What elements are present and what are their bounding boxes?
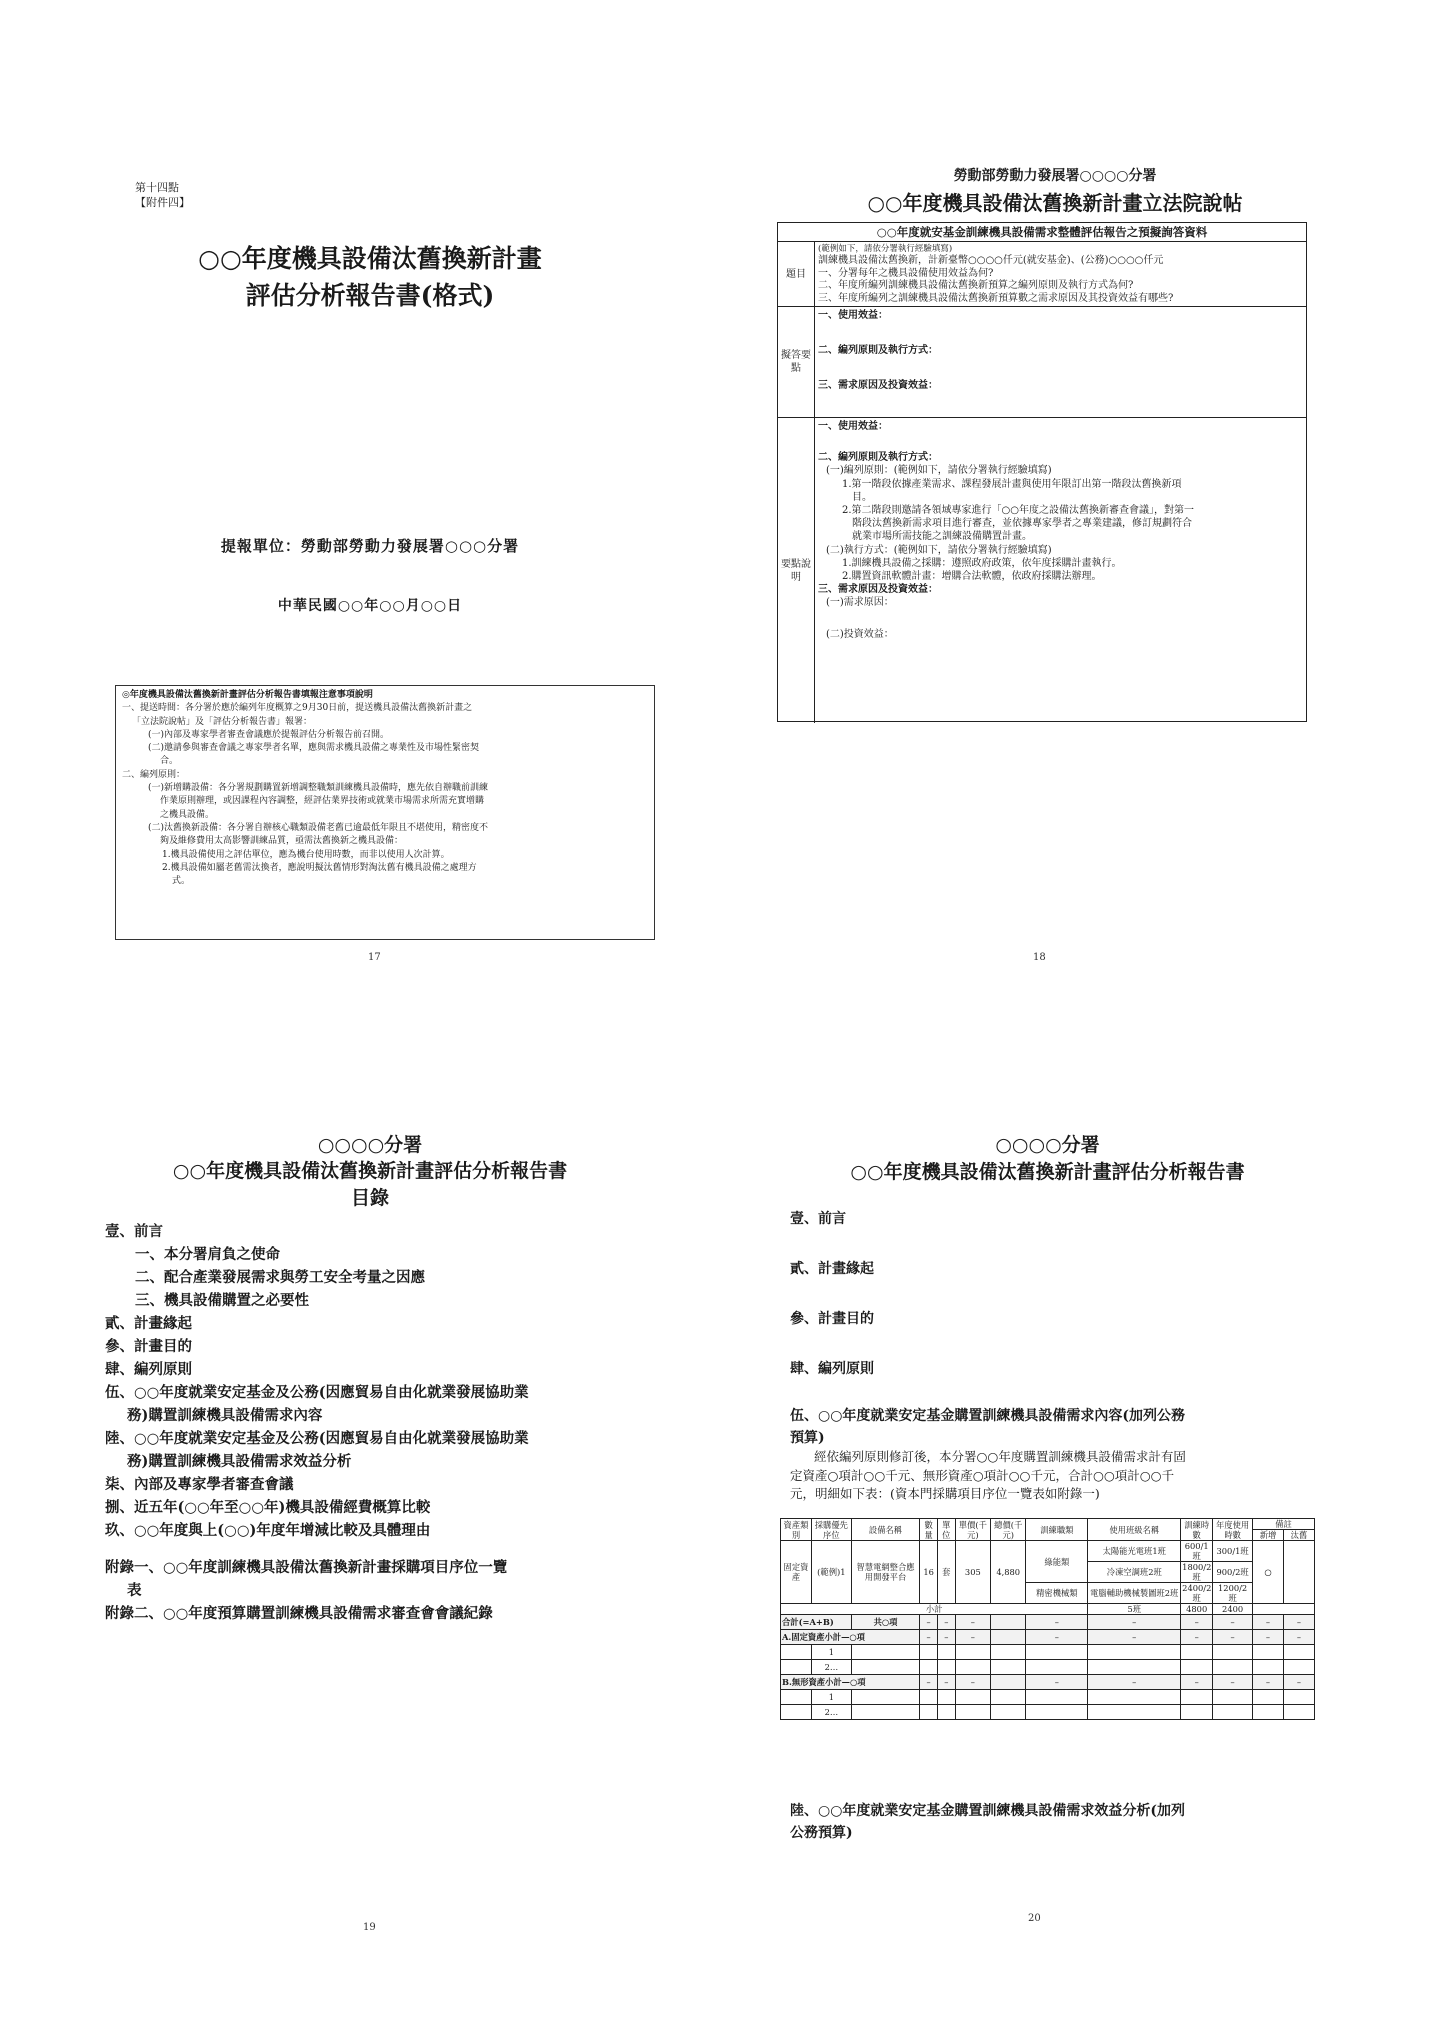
cell xyxy=(937,1645,955,1660)
cell xyxy=(1026,1645,1088,1660)
cell: 冷凍空調班2班 xyxy=(1088,1562,1181,1583)
cell: – xyxy=(955,1675,990,1690)
question-line: 三、年度所編列之訓練機具設備汰舊換新預算數之需求原因及其投資效益有哪些? xyxy=(818,292,1174,304)
cell: 1200/2班 xyxy=(1213,1583,1253,1604)
answer-line: 一、使用效益： xyxy=(818,310,888,321)
page-19 xyxy=(105,1090,665,1970)
header-cell: 備註 xyxy=(1253,1519,1315,1530)
paragraph-line: 元，明細如下表：(資本門採購項目序位一覽表如附錄一) xyxy=(790,1486,1100,1501)
cell xyxy=(991,1615,1026,1630)
cell: 2… xyxy=(811,1660,851,1675)
cell: 1 xyxy=(811,1690,851,1705)
cell: 4800 xyxy=(1181,1604,1213,1615)
cell: – xyxy=(1253,1630,1284,1645)
cell: – xyxy=(1181,1630,1213,1645)
question-label: 題目 xyxy=(778,242,815,306)
cell xyxy=(991,1675,1026,1690)
cell: – xyxy=(1181,1675,1213,1690)
explain-line: 三、需求原因及投資效益： xyxy=(818,584,938,596)
section-heading-line: 預算) xyxy=(790,1430,825,1446)
tag-annex: 【附件四】 xyxy=(135,196,190,209)
explain-line: 一、使用效益： xyxy=(818,421,888,432)
explain-line: (二)執行方式：(範例如下，請依分署執行經驗填寫) xyxy=(826,544,1052,556)
header-cell: 訓練職類 xyxy=(1026,1519,1088,1541)
cell xyxy=(955,1690,990,1705)
question-body xyxy=(818,243,1302,305)
section-heading: 參、計畫目的 xyxy=(790,1311,874,1327)
header-cell: 新增 xyxy=(1253,1530,1284,1541)
section-heading-line: 伍、○○年度就業安定基金購置訓練機具設備需求內容(加列公務 xyxy=(790,1408,1186,1424)
report-title-line2: 評估分析報告書(格式) xyxy=(245,281,495,310)
header-cell: 汰舊 xyxy=(1283,1530,1314,1541)
paragraph-line: 經依編列原則修訂後，本分署○○年度購置訓練機具設備需求計有固 xyxy=(814,1449,1186,1464)
section-heading xyxy=(790,1800,1185,1844)
toc-subitem: 二、配合產業發展需求與勞工安全考量之因應 xyxy=(135,1269,425,1286)
total-row xyxy=(781,1615,1315,1630)
answer-body xyxy=(818,309,1302,393)
cell: 1800/2班 xyxy=(1182,1562,1212,1582)
toc-item-cont: 務)購置訓練機具設備需求效益分析 xyxy=(127,1453,352,1470)
section-paragraph xyxy=(790,1448,1310,1504)
toc-subitem: 三、機具設備購置之必要性 xyxy=(135,1292,309,1309)
header-cell: 年度使用時數 xyxy=(1213,1519,1253,1541)
cell xyxy=(1213,1660,1253,1675)
header-cell: 訓練時數 xyxy=(1181,1519,1213,1541)
page-17 xyxy=(110,170,670,970)
note-line: 式。 xyxy=(172,876,191,887)
cell xyxy=(937,1705,955,1720)
note-line: 1.機具設備使用之評估單位，應為機台使用時數，而非以使用人次計算。 xyxy=(162,849,450,860)
cell xyxy=(1283,1660,1314,1675)
toc-item: 貳、計畫緣起 xyxy=(105,1315,192,1332)
cell: – xyxy=(1283,1630,1314,1645)
note-line: (一)新增購設備：各分署規劃購置新增調整職類訓練機具設備時，應先依自辦職前訓練 xyxy=(148,783,489,794)
cell: 合計(=A+B) xyxy=(781,1615,852,1630)
note-line: (二)邀請參與審查會議之專家學者名單，應與需求機具設備之專業性及市場性緊密契 xyxy=(148,743,480,754)
page-number: 18 xyxy=(1033,952,1046,963)
cell: 2400 xyxy=(1213,1604,1253,1615)
note-line: 合。 xyxy=(160,756,179,767)
cell xyxy=(991,1705,1026,1720)
cell: 套 xyxy=(937,1541,955,1604)
cell: – xyxy=(1088,1615,1181,1630)
section-heading: 壹、前言 xyxy=(790,1211,846,1227)
cell xyxy=(1088,1705,1181,1720)
cell xyxy=(920,1690,938,1705)
explain-line: (一)需求原因： xyxy=(826,597,894,609)
header-cell: 設備名稱 xyxy=(851,1519,920,1541)
cell: – xyxy=(920,1675,938,1690)
page-18 xyxy=(770,165,1340,965)
cell: – xyxy=(1213,1615,1253,1630)
section-heading-line: 陸、○○年度就業安定基金購置訓練機具設備需求效益分析(加列 xyxy=(790,1803,1186,1819)
cell: – xyxy=(1213,1630,1253,1645)
cell xyxy=(1088,1660,1181,1675)
explanation-row xyxy=(778,418,1306,723)
cell xyxy=(991,1660,1026,1675)
toc-subtitle: 目錄 xyxy=(350,1187,389,1209)
cell xyxy=(1213,1645,1253,1660)
cell: A.固定資產小計—○項 xyxy=(781,1630,920,1645)
branch-name: ○○○○分署 xyxy=(317,1134,423,1156)
page-number: 20 xyxy=(1028,1913,1041,1924)
cell xyxy=(1253,1660,1284,1675)
cell: – xyxy=(937,1675,955,1690)
toc-item: 捌、近五年(○○年至○○年)機具設備經費概算比較 xyxy=(105,1499,431,1516)
explain-line: 2.第二階段則邀請各領域專家進行「○○年度之設備汰舊換新審查會議」，對第一 xyxy=(842,505,1194,517)
cell: – xyxy=(1181,1615,1213,1630)
header-cell: 採購優先序位 xyxy=(811,1519,851,1541)
cell xyxy=(1283,1690,1314,1705)
cell xyxy=(781,1705,812,1720)
submitting-unit: 提報單位：勞動部勞動力發展署○○○分署 xyxy=(220,537,520,555)
equipment-table xyxy=(780,1518,1315,1720)
cell xyxy=(1088,1645,1181,1660)
cell: – xyxy=(955,1630,990,1645)
note-line: 2.機具設備如屬老舊需汰換者，應說明擬汰舊情形對淘汰舊有機具設備之處理方 xyxy=(162,862,477,873)
explanation-body xyxy=(818,420,1302,641)
toc-item: 壹、前言 xyxy=(105,1223,163,1240)
cell xyxy=(1181,1690,1213,1705)
cell xyxy=(920,1705,938,1720)
cell xyxy=(955,1660,990,1675)
cell: – xyxy=(1026,1675,1088,1690)
note-line: (一)內部及專家學者審查會議應於提報評估分析報告前召開。 xyxy=(148,729,390,740)
submission-date: 中華民國○○年○○月○○日 xyxy=(277,598,463,614)
section-heading: 肆、編列原則 xyxy=(790,1361,874,1377)
cell: 2… xyxy=(811,1705,851,1720)
cell: 精密機械類 xyxy=(1026,1583,1088,1604)
toc-appendix-cont: 表 xyxy=(127,1582,142,1599)
cell xyxy=(1253,1705,1284,1720)
report-title: ○○年度機具設備汰舊換新計畫評估分析報告書 xyxy=(172,1160,568,1182)
section-heading xyxy=(790,1405,1185,1449)
cell: – xyxy=(920,1615,938,1630)
cell xyxy=(1253,1690,1284,1705)
note-line: 二、編列原則： xyxy=(122,769,186,780)
page-number: 19 xyxy=(363,1922,376,1933)
cell xyxy=(991,1645,1026,1660)
cell: – xyxy=(1283,1675,1314,1690)
cell xyxy=(920,1660,938,1675)
cell xyxy=(781,1660,812,1675)
cell: – xyxy=(1026,1615,1088,1630)
cell xyxy=(851,1660,920,1675)
cell: 305 xyxy=(955,1541,990,1604)
cell xyxy=(955,1645,990,1660)
toc-item-cont: 務)購置訓練機具設備需求內容 xyxy=(127,1407,323,1424)
cell xyxy=(955,1705,990,1720)
toc-item: 陸、○○年度就業安定基金及公務(因應貿易自由化就業發展協助業 xyxy=(105,1430,529,1447)
cell xyxy=(1213,1690,1253,1705)
header-cell: 總價(千元) xyxy=(991,1519,1026,1541)
cell: 16 xyxy=(920,1541,938,1604)
explain-line: 1.訓練機具設備之採購：遵照政府政策，依年度採購計畫執行。 xyxy=(842,557,1122,569)
cell xyxy=(1213,1705,1253,1720)
cell: – xyxy=(955,1615,990,1630)
cell xyxy=(1253,1645,1284,1660)
report-title xyxy=(110,240,630,314)
cell: 600/1班 xyxy=(1181,1541,1213,1562)
note-line: 之機具設備。 xyxy=(160,809,215,820)
table-row xyxy=(781,1541,1315,1562)
section-heading-line: 公務預算) xyxy=(790,1825,853,1841)
cell xyxy=(781,1645,812,1660)
cell: 電腦輔助機械製圖班2班 xyxy=(1088,1583,1181,1604)
toc-item: 參、計畫目的 xyxy=(105,1338,192,1355)
explain-line: 2.購置資訊軟體計畫：增購合法軟體，依政府採購法辦理。 xyxy=(842,571,1102,583)
cell: – xyxy=(1253,1675,1284,1690)
subtotal-row xyxy=(781,1604,1315,1615)
cell xyxy=(1181,1645,1213,1660)
table-row xyxy=(781,1690,1315,1705)
fixed-asset-subtotal-row xyxy=(781,1630,1315,1645)
cell: 300/1班 xyxy=(1213,1541,1253,1562)
cell: – xyxy=(1253,1615,1284,1630)
toc-appendix: 附錄二、○○年度預算購置訓練機具設備需求審查會會議紀錄 xyxy=(105,1605,493,1622)
explanation-label: 要點說明 xyxy=(778,418,815,723)
cell xyxy=(920,1645,938,1660)
answer-label: 擬答要點 xyxy=(778,307,815,417)
filing-notes-box xyxy=(115,685,655,940)
agency-name: 勞動部勞動力發展署○○○○分署 xyxy=(953,168,1157,184)
explain-line: 就業市場所需技能之訓練設備購置計畫。 xyxy=(852,531,1032,543)
cell xyxy=(1026,1705,1088,1720)
tag-point: 第十四點 xyxy=(135,181,179,194)
question-note: (範例如下，請依分署執行經驗填寫) xyxy=(818,244,953,254)
header-cell: 使用班級名稱 xyxy=(1088,1519,1181,1541)
cell: 5班 xyxy=(1088,1604,1181,1615)
cell xyxy=(851,1645,920,1660)
toc-title xyxy=(105,1158,635,1212)
cell xyxy=(1088,1690,1181,1705)
cell xyxy=(1253,1604,1315,1615)
toc-item: 柒、內部及專家學者審查會議 xyxy=(105,1476,294,1493)
toc-item: 伍、○○年度就業安定基金及公務(因應貿易自由化就業發展協助業 xyxy=(105,1384,529,1401)
cell: – xyxy=(1213,1675,1253,1690)
cell: ○ xyxy=(1253,1541,1284,1604)
explain-line: 二、編列原則及執行方式： xyxy=(818,452,938,464)
answer-row xyxy=(778,307,1306,418)
intangible-asset-subtotal-row xyxy=(781,1675,1315,1690)
cell: – xyxy=(1088,1675,1181,1690)
qa-form xyxy=(777,222,1307,722)
note-line: (二)汰舊換新設備：各分署自辦核心職類設備老舊已逾最低年限且不堪使用，精密度不 xyxy=(148,822,489,833)
cell xyxy=(991,1630,1026,1645)
cell: – xyxy=(937,1615,955,1630)
table-row xyxy=(781,1660,1315,1675)
page-number: 17 xyxy=(368,952,381,963)
note-line: 一、提送時間：各分署於應於編列年度概算之9月30日前，提送機具設備汰舊換新計畫之 xyxy=(122,703,473,714)
cell xyxy=(1026,1660,1088,1675)
cell: 太陽能光電班1班 xyxy=(1088,1541,1181,1562)
cell: – xyxy=(920,1630,938,1645)
cell xyxy=(991,1690,1026,1705)
page-20 xyxy=(780,1125,1330,1975)
explain-line: (二)投資效益： xyxy=(826,628,894,640)
answer-line: 三、需求原因及投資效益： xyxy=(818,380,938,392)
explain-line: 目。 xyxy=(852,491,872,503)
toc-item: 玖、○○年度與上(○○)年度年增減比較及具體理由 xyxy=(105,1522,431,1539)
cell xyxy=(851,1705,920,1720)
cell: 4,880 xyxy=(991,1541,1026,1604)
toc-item: 肆、編列原則 xyxy=(105,1361,192,1378)
question-line: 二、年度所編列訓練機具設備汰舊換新預算之編列原則及執行方式為何? xyxy=(818,280,1134,292)
notes-heading: ◎年度機具設備汰舊換新計畫評估分析報告書填報注意事項說明 xyxy=(122,690,373,700)
paragraph-line: 定資產○項計○○千元、無形資產○項計○○千元，合計○○項計○○千 xyxy=(790,1467,1175,1483)
cell xyxy=(1283,1541,1314,1604)
table-row xyxy=(781,1705,1315,1720)
header-cell: 資產類別 xyxy=(781,1519,812,1541)
cell: – xyxy=(1088,1630,1181,1645)
cell xyxy=(851,1690,920,1705)
cell: 共○項 xyxy=(851,1615,920,1630)
cell xyxy=(937,1690,955,1705)
cell: – xyxy=(1283,1615,1314,1630)
cell xyxy=(1181,1660,1213,1675)
explain-line: 階段汰舊換新需求項目進行審查，並依據專家學者之專業建議，修訂規劃符合 xyxy=(852,518,1192,530)
cell: B.無形資產小計—○項 xyxy=(781,1675,920,1690)
header-cell: 數量 xyxy=(920,1519,938,1541)
cell: 固定資產 xyxy=(781,1541,812,1604)
toc-subitem: 一、本分署肩負之使命 xyxy=(135,1246,280,1263)
cell: (範例)1 xyxy=(811,1541,851,1604)
table-header-row xyxy=(781,1519,1315,1530)
cell: 1 xyxy=(811,1645,851,1660)
cell: 小計 xyxy=(781,1604,1088,1615)
note-line: 「立法院說帖」及「評估分析報告書」報署： xyxy=(132,716,313,727)
table-row xyxy=(781,1645,1315,1660)
cell xyxy=(1181,1705,1213,1720)
cell: 智慧電網整合應用開發平台 xyxy=(851,1541,920,1604)
cell: – xyxy=(1026,1630,1088,1645)
cell xyxy=(781,1690,812,1705)
question-row xyxy=(778,242,1306,307)
question-line: 一、分署每年之機具設備使用效益為何? xyxy=(818,267,994,279)
cell: 900/2班 xyxy=(1213,1562,1253,1583)
table-of-contents xyxy=(105,1220,645,1625)
explain-line: (一)編列原則：(範例如下，請依分署執行經驗填寫) xyxy=(826,465,1052,477)
qa-form-header: ○○年度就安基金訓練機具設備需求整體評估報告之預擬詢答資料 xyxy=(778,223,1306,242)
briefing-title: ○○年度機具設備汰舊換新計畫立法院說帖 xyxy=(867,191,1243,215)
annex-tag xyxy=(135,180,190,210)
branch-name: ○○○○分署 xyxy=(995,1134,1100,1156)
explain-line: 1.第一階段依據產業需求、課程發展計畫與使用年限訂出第一階段汰舊換新項 xyxy=(842,478,1182,490)
answer-line: 二、編列原則及執行方式： xyxy=(818,345,938,357)
cell: 2400/2班 xyxy=(1182,1583,1212,1603)
cell: 綠能類 xyxy=(1026,1541,1088,1583)
toc-appendix: 附錄一、○○年度訓練機具設備汰舊換新計畫採購項目序位一覽 xyxy=(105,1559,508,1576)
note-line: 夠及維修費用太高影響訓練品質，亟需汰舊換新之機具設備： xyxy=(160,836,404,847)
report-title: ○○年度機具設備汰舊換新計畫評估分析報告書 xyxy=(850,1161,1245,1183)
report-title-line1: ○○年度機具設備汰舊換新計畫 xyxy=(198,244,542,273)
note-line: 作業原則辦理，或因課程內容調整，經評估業界技術或就業市場需求所需充實增購 xyxy=(160,796,485,807)
header-cell: 單價(千元) xyxy=(955,1519,990,1541)
cell xyxy=(1026,1690,1088,1705)
cell xyxy=(1283,1705,1314,1720)
cell xyxy=(1283,1645,1314,1660)
question-line: 訓練機具設備汰舊換新，計新臺幣○○○○仟元(就安基金)、(公務)○○○○仟元 xyxy=(818,255,1164,267)
header-cell: 單位 xyxy=(937,1519,955,1541)
section-heading: 貳、計畫緣起 xyxy=(790,1261,874,1277)
cell xyxy=(937,1660,955,1675)
cell: – xyxy=(937,1630,955,1645)
